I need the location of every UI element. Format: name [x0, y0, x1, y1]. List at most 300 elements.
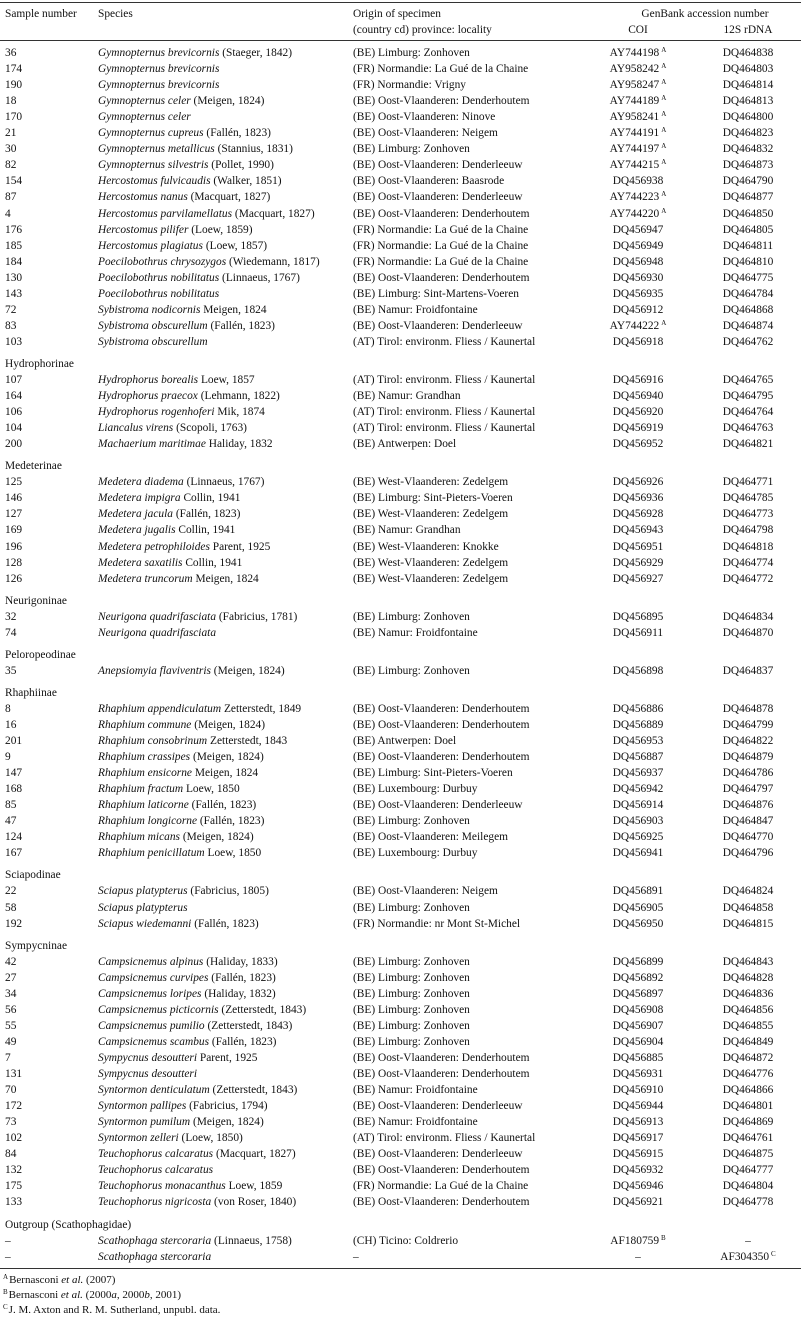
footnote-text: et al.: [61, 1274, 84, 1286]
species-name: Teuchophorus monacanthus: [98, 1180, 226, 1192]
coi-accession-cell: [588, 749, 688, 765]
species-authority: (Fabricius, 1805): [190, 885, 269, 897]
table-row: [0, 1249, 801, 1265]
origin-locality: (BE) Oost-Vlaanderen: Denderhoutem: [353, 1052, 530, 1064]
table-row: [0, 254, 801, 270]
rdna-accession-cell: [703, 781, 793, 797]
species-name: Teuchophorus calcaratus: [98, 1164, 214, 1176]
species-name: Medetera jacula: [98, 508, 173, 520]
sample-number: –: [5, 1251, 11, 1263]
species-authority: (Linnaeus, 1767): [186, 476, 265, 488]
species-name: Sybistroma obscurellum: [98, 336, 208, 348]
species-cell: [98, 302, 267, 318]
coi-accession-cell: [588, 318, 688, 334]
rdna-accession-cell: [703, 506, 793, 522]
species-authority: Meigen, 1824: [203, 304, 267, 316]
species-name: Syntormon pumilum: [98, 1116, 191, 1128]
species-name: Rhaphium longicorne: [98, 815, 198, 827]
table-row: [0, 749, 801, 765]
rdna-accession: DQ464879: [722, 751, 774, 763]
rdna-accession: DQ464774: [722, 557, 774, 569]
table-row: [0, 490, 801, 506]
rdna-accession: DQ464798: [722, 524, 774, 536]
rdna-accession-cell: [703, 571, 793, 587]
table-row: [0, 1034, 801, 1050]
species-cell: [98, 1146, 296, 1162]
coi-accession: –: [635, 1251, 641, 1263]
coi-source-mark: A: [661, 110, 667, 118]
rdna-accession-cell: [703, 77, 793, 93]
coi-accession-cell: [588, 883, 688, 899]
species-cell: [98, 1066, 197, 1082]
species-cell: [98, 765, 258, 781]
coi-accession-cell: [588, 1018, 688, 1034]
species-name: Gymnopternus silvestris: [98, 159, 209, 171]
rdna-accession: DQ464777: [722, 1164, 774, 1176]
sample-number: 83: [5, 320, 17, 332]
coi-accession-cell: [588, 1146, 688, 1162]
origin-locality: (AT) Tirol: environm. Fliess / Kaunertal: [353, 422, 536, 434]
origin-locality: (BE) Namur: Froidfontaine: [353, 1116, 478, 1128]
species-cell: [98, 157, 274, 173]
sample-number: –: [5, 1235, 11, 1247]
coi-accession-cell: [588, 1034, 688, 1050]
sample-number: 42: [5, 956, 17, 968]
species-cell: [98, 141, 293, 157]
coi-accession-cell: [588, 522, 688, 538]
table-row: [0, 1066, 801, 1082]
species-cell: [98, 109, 191, 125]
species-name: Rhaphium appendiculatum: [98, 703, 222, 715]
coi-accession-cell: [588, 1098, 688, 1114]
sample-number: 164: [5, 390, 23, 402]
species-cell: [98, 372, 255, 388]
rdna-accession: DQ464784: [722, 288, 774, 300]
sample-number: 192: [5, 918, 23, 930]
table-row: [0, 555, 801, 571]
rdna-accession: DQ464762: [722, 336, 774, 348]
species-cell: [98, 1098, 268, 1114]
species-cell: [98, 717, 265, 733]
coi-accession-cell: [588, 388, 688, 404]
species-name: Sciapus platypterus: [98, 885, 188, 897]
coi-accession-cell: [588, 1002, 688, 1018]
species-name: Hydrophorus borealis: [98, 374, 199, 386]
origin-locality: (BE) Luxembourg: Durbuy: [353, 847, 478, 859]
coi-source-mark: B: [661, 1234, 666, 1242]
species-cell: [98, 900, 188, 916]
rdna-accession: DQ464823: [722, 127, 774, 139]
species-name: Rhaphium laticorne: [98, 799, 189, 811]
table-row: [0, 1162, 801, 1178]
species-cell: [98, 1178, 282, 1194]
sample-number: 172: [5, 1100, 23, 1112]
rdna-accession-cell: [703, 238, 793, 254]
coi-accession: DQ456948: [612, 256, 664, 268]
species-name: Hercostomus pilifer: [98, 224, 189, 236]
species-name: Campsicnemus alpinus: [98, 956, 204, 968]
species-name: Gymnopternus celer: [98, 111, 191, 123]
coi-accession: DQ456953: [612, 735, 664, 747]
coi-accession: DQ456952: [612, 438, 664, 450]
sample-number: 170: [5, 111, 23, 123]
rdna-accession-cell: [703, 1249, 793, 1265]
species-cell: [98, 970, 276, 986]
table-row: [0, 916, 801, 932]
coi-accession-cell: [588, 286, 688, 302]
species-cell: [98, 1002, 306, 1018]
origin-locality: (BE) West-Vlaanderen: Zedelgem: [353, 573, 509, 585]
coi-accession: DQ456926: [612, 476, 664, 488]
rdna-accession-cell: [703, 986, 793, 1002]
species-name: Gymnopternus brevicornis: [98, 79, 220, 91]
origin-locality: (BE) Oost-Vlaanderen: Denderhoutem: [353, 719, 530, 731]
rdna-accession: DQ464804: [722, 1180, 774, 1192]
rdna-accession-cell: [703, 254, 793, 270]
coi-accession-cell: [588, 539, 688, 555]
species-cell: [98, 334, 208, 350]
coi-accession-cell: [588, 663, 688, 679]
sample-number: 84: [5, 1148, 17, 1160]
species-authority: (Pollet, 1990): [211, 159, 274, 171]
rdna-accession-cell: [703, 334, 793, 350]
species-name: Medetera diadema: [98, 476, 184, 488]
origin-locality: (BE) Namur: Froidfontaine: [353, 304, 478, 316]
coi-accession: AY744223: [609, 191, 660, 203]
table-row: [0, 571, 801, 587]
footnote: [3, 1273, 115, 1287]
table-row: [0, 900, 801, 916]
subfamily-heading: Peloropeodinae: [5, 648, 76, 661]
coi-accession: DQ456943: [612, 524, 664, 536]
species-authority: (Fallén, 1823): [175, 508, 241, 520]
rdna-accession-cell: [703, 125, 793, 141]
header-12s-rdna: 12S rDNA: [723, 24, 773, 36]
table-row: [0, 206, 801, 222]
coi-accession-cell: [588, 506, 688, 522]
sample-number: 36: [5, 47, 17, 59]
coi-source-mark: A: [661, 46, 667, 54]
table-row: [0, 539, 801, 555]
table-top-rule: [0, 2, 801, 3]
coi-accession: DQ456925: [612, 831, 664, 843]
sample-number: 169: [5, 524, 23, 536]
species-authority: (Zetterstedt, 1843): [212, 1084, 298, 1096]
sample-number: 185: [5, 240, 23, 252]
coi-accession-cell: [588, 916, 688, 932]
origin-locality: (BE) Oost-Vlaanderen: Denderleeuw: [353, 1148, 523, 1160]
coi-accession-cell: [588, 1249, 688, 1265]
table-row: [0, 717, 801, 733]
origin-locality: (FR) Normandie: nr Mont St-Michel: [353, 918, 521, 930]
coi-accession-cell: [588, 1066, 688, 1082]
rdna-accession: DQ464875: [722, 1148, 774, 1160]
sample-number: 35: [5, 665, 17, 677]
sample-number: 103: [5, 336, 23, 348]
table-row: [0, 663, 801, 679]
coi-accession: DQ456936: [612, 492, 664, 504]
rdna-accession-cell: [703, 1146, 793, 1162]
species-name: Syntormon pallipes: [98, 1100, 187, 1112]
subfamily-heading: Hydrophorinae: [5, 357, 74, 370]
rdna-accession-cell: [703, 916, 793, 932]
sample-number: 128: [5, 557, 23, 569]
rdna-accession: DQ464838: [722, 47, 774, 59]
origin-locality: (BE) Limburg: Zonhoven: [353, 1036, 470, 1048]
table-row: [0, 302, 801, 318]
origin-locality: (BE) Oost-Vlaanderen: Denderhoutem: [353, 703, 530, 715]
species-authority: (Meigen, 1824): [193, 95, 265, 107]
rdna-accession: DQ464810: [722, 256, 774, 268]
sample-number: 147: [5, 767, 23, 779]
rdna-accession: DQ464813: [722, 95, 774, 107]
coi-accession: DQ456908: [612, 1004, 664, 1016]
table-row: [0, 109, 801, 125]
rdna-accession-cell: [703, 206, 793, 222]
table-row: [0, 45, 801, 61]
rdna-accession-cell: [703, 1178, 793, 1194]
sample-number: 74: [5, 627, 17, 639]
species-authority: Meigen, 1824: [195, 573, 259, 585]
species-name: Gymnopternus metallicus: [98, 143, 215, 155]
footnote-text: J. M. Axton and R. M. Sutherland, unpubl. data.: [8, 1304, 221, 1316]
table-row: [0, 1146, 801, 1162]
coi-accession-cell: [588, 571, 688, 587]
coi-accession: AY744222: [609, 320, 660, 332]
coi-accession: DQ456951: [612, 541, 664, 553]
sample-number: 184: [5, 256, 23, 268]
species-name: Campsicnemus curvipes: [98, 972, 209, 984]
origin-locality: (BE) Limburg: Zonhoven: [353, 972, 470, 984]
rdna-accession: DQ464858: [722, 902, 774, 914]
species-cell: [98, 813, 264, 829]
rdna-accession: DQ464849: [722, 1036, 774, 1048]
rdna-accession-cell: [703, 522, 793, 538]
species-cell: [98, 701, 301, 717]
rdna-accession-cell: [703, 1066, 793, 1082]
rdna-accession: DQ464775: [722, 272, 774, 284]
rdna-accession-cell: [703, 749, 793, 765]
species-name: Rhaphium micans: [98, 831, 180, 843]
coi-accession: DQ456920: [612, 406, 664, 418]
sample-number: 18: [5, 95, 17, 107]
species-authority: (Zetterstedt, 1843): [207, 1020, 293, 1032]
coi-accession-cell: [588, 474, 688, 490]
sample-number: 73: [5, 1116, 17, 1128]
origin-locality: (BE) Oost-Vlaanderen: Meilegem: [353, 831, 508, 843]
table-row: [0, 404, 801, 420]
rdna-accession: DQ464821: [722, 438, 774, 450]
coi-accession: DQ456944: [612, 1100, 664, 1112]
coi-accession: DQ456912: [612, 304, 664, 316]
table-row: [0, 986, 801, 1002]
rdna-accession: DQ464868: [722, 304, 774, 316]
species-name: Gymnopternus celer: [98, 95, 191, 107]
coi-accession-cell: [588, 238, 688, 254]
coi-accession-cell: [588, 372, 688, 388]
origin-locality: (BE) Limburg: Zonhoven: [353, 902, 470, 914]
coi-source-mark: A: [661, 126, 667, 134]
origin-locality: (BE) West-Vlaanderen: Knokke: [353, 541, 499, 553]
origin-locality: (BE) Limburg: Zonhoven: [353, 143, 470, 155]
sample-number: 131: [5, 1068, 23, 1080]
sample-number: 21: [5, 127, 17, 139]
coi-accession: DQ456903: [612, 815, 664, 827]
coi-accession-cell: [588, 270, 688, 286]
species-name: Syntormon denticulatum: [98, 1084, 210, 1096]
species-cell: [98, 1233, 292, 1249]
table-row: [0, 1018, 801, 1034]
table-row: [0, 141, 801, 157]
coi-accession: DQ456938: [612, 175, 664, 187]
species-cell: [98, 954, 278, 970]
species-cell: [98, 883, 269, 899]
origin-locality: (BE) Oost-Vlaanderen: Denderhoutem: [353, 208, 530, 220]
rdna-accession: DQ464869: [722, 1116, 774, 1128]
origin-locality: (AT) Tirol: environm. Fliess / Kaunertal: [353, 1132, 536, 1144]
table-bottom-rule: [0, 1268, 801, 1269]
species-cell: [98, 522, 235, 538]
species-name: Rhaphium consobrinum: [98, 735, 208, 747]
coi-accession: AY744220: [609, 208, 660, 220]
rdna-accession: DQ464797: [722, 783, 774, 795]
species-authority: (Meigen, 1824): [182, 831, 254, 843]
sample-number: 200: [5, 438, 23, 450]
coi-accession: DQ456937: [612, 767, 664, 779]
species-name: Rhaphium crassipes: [98, 751, 191, 763]
header-coi: COI: [628, 24, 648, 36]
rdna-accession: DQ464873: [722, 159, 774, 171]
origin-locality: (BE) Oost-Vlaanderen: Denderleeuw: [353, 1100, 523, 1112]
species-authority: (Fallén, 1823): [211, 1036, 277, 1048]
species-name: Medetera saxatilis: [98, 557, 183, 569]
coi-accession: DQ456899: [612, 956, 664, 968]
species-name: Hercostomus plagiatus: [98, 240, 203, 252]
origin-locality: (BE) Limburg: Zonhoven: [353, 1020, 470, 1032]
rdna-accession-cell: [703, 954, 793, 970]
species-authority: (Loew, 1857): [205, 240, 268, 252]
table-row: [0, 797, 801, 813]
coi-accession: DQ456929: [612, 557, 664, 569]
species-cell: [98, 609, 297, 625]
origin-locality: (BE) Oost-Vlaanderen: Neigem: [353, 885, 498, 897]
coi-accession: DQ456930: [612, 272, 664, 284]
sample-number: 87: [5, 191, 17, 203]
species-authority: (Scopoli, 1763): [176, 422, 247, 434]
species-cell: [98, 663, 285, 679]
table-row: [0, 125, 801, 141]
table-row: [0, 1178, 801, 1194]
coi-accession: AY744189: [609, 95, 660, 107]
coi-accession: DQ456892: [612, 972, 664, 984]
species-authority: Loew, 1850: [207, 847, 262, 859]
species-cell: [98, 733, 287, 749]
sample-number: 107: [5, 374, 23, 386]
species-cell: [98, 436, 273, 452]
species-cell: [98, 286, 219, 302]
sample-number: 127: [5, 508, 23, 520]
coi-accession: DQ456927: [612, 573, 664, 585]
rdna-accession: DQ464847: [722, 815, 774, 827]
coi-accession-cell: [588, 1178, 688, 1194]
rdna-accession-cell: [703, 93, 793, 109]
species-name: Neurigona quadrifasciata: [98, 627, 217, 639]
table-row: [0, 813, 801, 829]
coi-accession-cell: [588, 717, 688, 733]
origin-locality: (BE) Namur: Froidfontaine: [353, 1084, 478, 1096]
footnote-text: , 2001): [149, 1289, 181, 1301]
coi-accession-cell: [588, 701, 688, 717]
coi-accession-cell: [588, 334, 688, 350]
species-name: Hercostomus nanus: [98, 191, 188, 203]
sample-number: 82: [5, 159, 17, 171]
rdna-accession: DQ464818: [722, 541, 774, 553]
rdna-accession-cell: [703, 539, 793, 555]
sample-number: 167: [5, 847, 23, 859]
coi-source-mark: A: [661, 190, 667, 198]
rdna-accession: DQ464770: [722, 831, 774, 843]
sample-number: 190: [5, 79, 23, 91]
rdna-accession: DQ464878: [722, 703, 774, 715]
coi-accession-cell: [588, 781, 688, 797]
rdna-accession-cell: [703, 797, 793, 813]
species-authority: Loew, 1850: [185, 783, 240, 795]
species-authority: Loew, 1857: [200, 374, 255, 386]
table-row: [0, 388, 801, 404]
origin-locality: (BE) West-Vlaanderen: Zedelgem: [353, 557, 509, 569]
origin-locality: (BE) Antwerpen: Doel: [353, 438, 457, 450]
species-cell: [98, 77, 219, 93]
species-authority: (Linnaeus, 1767): [222, 272, 300, 284]
rdna-accession: DQ464803: [722, 63, 774, 75]
coi-accession: DQ456886: [612, 703, 664, 715]
origin-locality: (BE) Namur: Grandhan: [353, 390, 461, 402]
sample-number: 8: [5, 703, 11, 715]
table-row: [0, 61, 801, 77]
rdna-accession-cell: [703, 372, 793, 388]
rdna-accession-cell: [703, 474, 793, 490]
sample-number: 168: [5, 783, 23, 795]
origin-locality: (BE) Oost-Vlaanderen: Denderhoutem: [353, 1068, 530, 1080]
table-row: [0, 970, 801, 986]
rdna-accession-cell: [703, 829, 793, 845]
origin-locality: (BE) West-Vlaanderen: Zedelgem: [353, 476, 509, 488]
species-name: Medetera jugalis: [98, 524, 176, 536]
rdna-accession: DQ464824: [722, 885, 774, 897]
species-cell: [98, 749, 264, 765]
rdna-accession-cell: [703, 436, 793, 452]
coi-accession: DQ456928: [612, 508, 664, 520]
coi-accession: DQ456940: [612, 390, 664, 402]
table-row: [0, 173, 801, 189]
species-authority: Loew, 1859: [228, 1180, 283, 1192]
species-authority: (Meigen, 1824): [192, 1116, 264, 1128]
species-cell: [98, 318, 275, 334]
origin-locality: (FR) Normandie: Vrigny: [353, 79, 466, 91]
rdna-accession: DQ464874: [722, 320, 774, 332]
origin-locality: (FR) Normandie: La Gué de la Chaine: [353, 1180, 529, 1192]
species-cell: [98, 506, 240, 522]
sample-number: 56: [5, 1004, 17, 1016]
table-row: [0, 77, 801, 93]
species-name: Medetera impigra: [98, 492, 181, 504]
rdna-accession: DQ464786: [722, 767, 774, 779]
rdna-accession-cell: [703, 141, 793, 157]
rdna-accession-cell: [703, 1002, 793, 1018]
origin-locality: (BE) Limburg: Zonhoven: [353, 956, 470, 968]
coi-accession: DQ456941: [612, 847, 664, 859]
rdna-accession-cell: [703, 420, 793, 436]
